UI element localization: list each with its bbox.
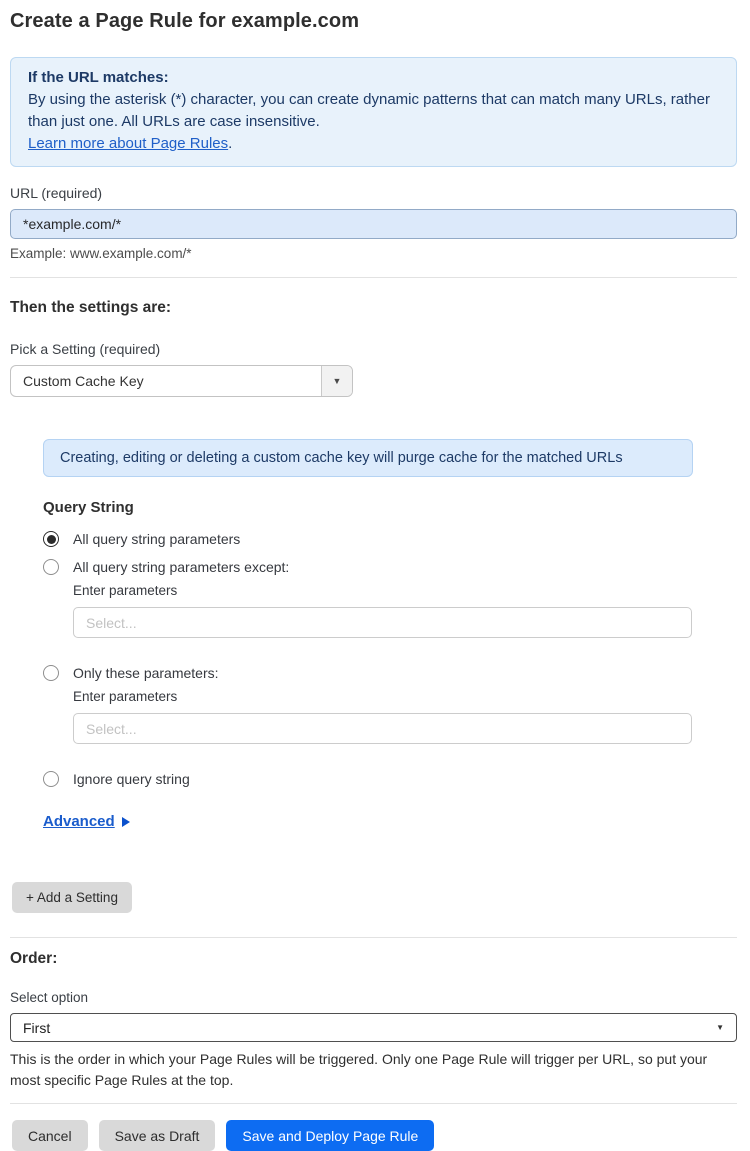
page-title: Create a Page Rule for example.com xyxy=(10,10,360,32)
cancel-button[interactable]: Cancel xyxy=(12,1120,88,1151)
except-parameters-input[interactable] xyxy=(73,607,692,638)
divider xyxy=(10,277,737,278)
only-parameters-input[interactable] xyxy=(73,713,692,744)
pick-setting-label: Pick a Setting (required) xyxy=(10,341,161,357)
query-string-section xyxy=(43,499,737,787)
enter-parameters-label: Enter parameters xyxy=(73,583,178,598)
chevron-down-icon: ▼ xyxy=(716,1023,724,1032)
order-select-value: First xyxy=(23,1019,51,1036)
divider xyxy=(10,937,737,938)
radio-row-ignore xyxy=(43,771,737,787)
only-these-params-field xyxy=(73,689,737,771)
url-example-text: Example: www.example.com/* xyxy=(10,246,192,261)
enter-parameters-label: Enter parameters xyxy=(73,689,178,704)
radio-ignore-query-label[interactable]: Ignore query string xyxy=(73,771,190,787)
info-box-link-line xyxy=(28,133,719,155)
radio-all-except[interactable] xyxy=(43,559,59,575)
info-box-body: By using the asterisk (*) character, you can create dynamic patterns that can match many URLs, rather than just one. All URLs are case insensitive. xyxy=(28,91,710,130)
radio-only-these-label[interactable]: Only these parameters: xyxy=(73,665,219,681)
cache-key-notice: Creating, editing or deleting a custom cache key will purge cache for the matched URLs xyxy=(43,439,693,477)
info-box-heading: If the URL matches: xyxy=(28,69,169,86)
learn-more-link[interactable]: Learn more about Page Rules xyxy=(28,135,229,152)
radio-row-all-except xyxy=(43,559,737,575)
order-select-label: Select option xyxy=(10,990,89,1005)
caret-right-icon xyxy=(122,817,130,827)
url-match-info-box xyxy=(10,57,737,167)
order-section-heading: Order: xyxy=(10,950,58,967)
url-field-label: URL (required) xyxy=(10,185,103,201)
radio-all-params[interactable] xyxy=(43,531,59,547)
order-select[interactable] xyxy=(10,1013,737,1042)
radio-all-params-label[interactable]: All query string parameters xyxy=(73,531,241,547)
save-deploy-button[interactable]: Save and Deploy Page Rule xyxy=(226,1120,434,1151)
settings-section-heading: Then the settings are: xyxy=(10,299,172,316)
save-draft-button[interactable]: Save as Draft xyxy=(99,1120,216,1151)
setting-select-value: Custom Cache Key xyxy=(23,373,144,389)
divider xyxy=(10,1103,737,1104)
radio-only-these[interactable] xyxy=(43,665,59,681)
advanced-row xyxy=(43,813,737,830)
advanced-link[interactable]: Advanced xyxy=(43,813,115,830)
setting-select[interactable] xyxy=(10,365,353,397)
add-setting-button[interactable]: + Add a Setting xyxy=(12,882,132,913)
url-input[interactable] xyxy=(10,209,737,239)
radio-row-only-these xyxy=(43,665,737,681)
radio-all-except-label[interactable]: All query string parameters except: xyxy=(73,559,290,575)
link-suffix: . xyxy=(228,135,233,152)
query-string-heading: Query String xyxy=(43,499,134,516)
chevron-down-icon[interactable]: ▼ xyxy=(321,366,352,396)
radio-ignore-query[interactable] xyxy=(43,771,59,787)
all-except-params-field xyxy=(73,583,737,665)
radio-row-all-params xyxy=(43,531,737,547)
footer-actions xyxy=(12,1120,737,1151)
order-help-text: This is the order in which your Page Rules will be triggered. Only one Page Rule will trigger per URL, so put your most specific Page Rules at the top. xyxy=(10,1051,708,1088)
